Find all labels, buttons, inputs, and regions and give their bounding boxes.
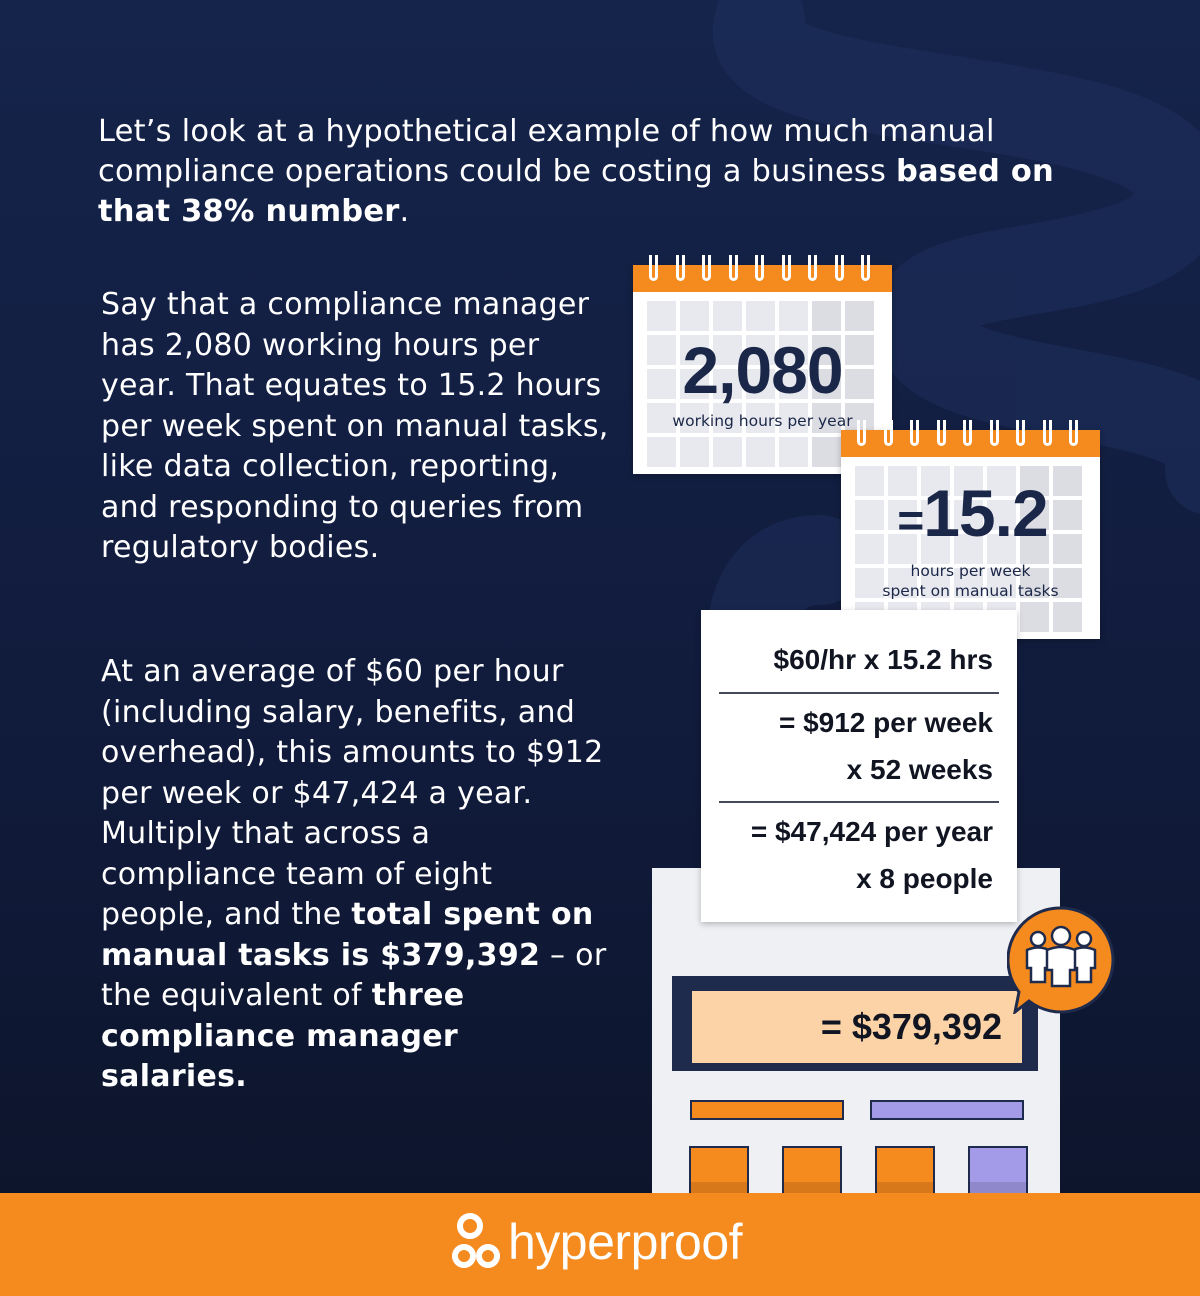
calculator-key — [968, 1146, 1028, 1198]
calendar-day-cell — [647, 301, 676, 331]
receipt-line-yearly: = $47,424 per year — [750, 816, 993, 847]
calendar-value — [633, 333, 892, 431]
hyperproof-logo[interactable] — [452, 1211, 742, 1273]
calendar-ring — [910, 420, 919, 446]
hours-paragraph: Say that a compliance manager has 2,080 working hours per year. That equates to 15.2 hours per week spent on manual tasks, like data collection, reporting, and responding to queries from regulatory bodies. — [101, 287, 609, 565]
receipt-line-weeks: x 52 weeks — [846, 754, 993, 785]
weekly-hours-caption-1: hours per week — [910, 562, 1031, 580]
cost-paragraph: At an average of $60 per hour (including salary, benefits, and overhead), this amounts to $912 per week or $47,424 a year. Multiply that across a compliance team of eight people, and the total spent on manual tasks is $379,392 – or the equivalent of three compliance manager salaries. — [101, 654, 607, 1094]
receipt-divider — [719, 692, 999, 694]
calculator-display: = $379,392 — [692, 991, 1022, 1063]
weekly-hours-caption-2: spent on manual tasks — [882, 582, 1059, 600]
calendar-day-cell — [1053, 602, 1082, 632]
calendar-ring — [963, 420, 972, 446]
calendar-day-cell — [680, 437, 709, 467]
calendar-weekly-hours — [841, 430, 1100, 639]
calendar-ring — [937, 420, 946, 446]
calendar-header — [633, 265, 892, 292]
receipt-line-rate: $60/hr x 15.2 hrs — [773, 644, 993, 675]
calendar-day-cell — [812, 301, 841, 331]
calendar-ring — [702, 255, 711, 281]
calendar-ring — [649, 255, 658, 281]
cost-receipt — [701, 610, 1017, 922]
calendar-ring — [729, 255, 738, 281]
calendar-ring — [861, 255, 870, 281]
calendar-day-cell — [1020, 602, 1049, 632]
logo-text: hyperproof — [508, 1214, 743, 1270]
receipt-line-weekly: = $912 per week — [778, 707, 993, 738]
calendar-ring — [1069, 420, 1078, 446]
calculator-bar-orange — [690, 1100, 844, 1120]
calculator-key — [782, 1146, 842, 1198]
calculator-key — [689, 1146, 749, 1198]
calendar-day-cell — [812, 437, 841, 467]
calendar-day-cell — [647, 437, 676, 467]
calendar-day-cell — [713, 301, 742, 331]
hyperproof-logo-icon — [452, 1212, 502, 1272]
calculator-key — [875, 1146, 935, 1198]
calendar-day-cell — [746, 437, 775, 467]
weekly-hours-value: 15.2 — [923, 476, 1048, 550]
calendar-day-cell — [779, 437, 808, 467]
calendar-ring — [782, 255, 791, 281]
people-group-icon — [1007, 906, 1115, 1014]
calendar-value — [841, 476, 1100, 601]
footer-bar — [0, 1193, 1200, 1296]
calendar-day-cell — [746, 301, 775, 331]
calendar-ring — [857, 420, 866, 446]
intro-text: Let’s look at a hypothetical example of how much manual compliance operations could be costing a business based on that 38% number. — [98, 114, 1054, 229]
calendar-ring — [755, 255, 764, 281]
calendar-day-cell — [779, 301, 808, 331]
calendar-ring — [808, 255, 817, 281]
working-hours-caption: working hours per year — [672, 412, 853, 430]
working-hours-value: 2,080 — [682, 333, 843, 407]
calendar-ring — [990, 420, 999, 446]
calendar-day-cell — [680, 301, 709, 331]
calendar-ring — [1016, 420, 1025, 446]
calendar-ring — [835, 255, 844, 281]
calendar-ring — [676, 255, 685, 281]
calculator-bar-purple — [870, 1100, 1024, 1120]
calendar-day-cell — [845, 301, 874, 331]
receipt-divider — [719, 801, 999, 803]
receipt-line-people: x 8 people — [856, 863, 993, 894]
calendar-ring — [884, 420, 893, 446]
calendar-header — [841, 430, 1100, 457]
calendar-ring — [1043, 420, 1052, 446]
calendar-day-cell — [713, 437, 742, 467]
equals-sign: = — [897, 494, 924, 546]
